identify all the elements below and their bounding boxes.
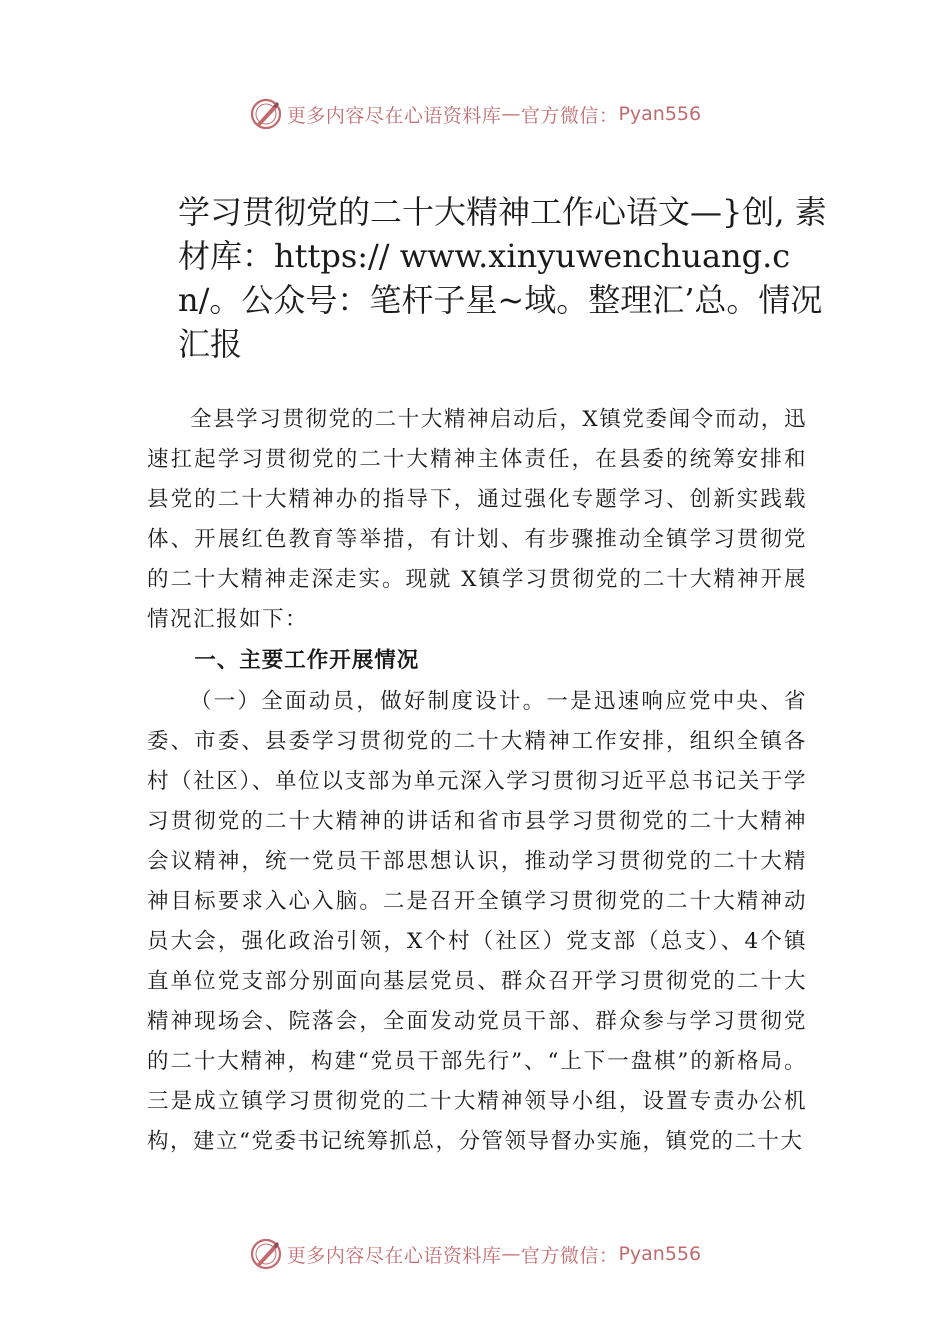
document-title: 学习贯彻党的二十大精神工作心语文—}创, 素材库：https:// www.xinyuwenchuang.cn/。公众号：笔杆子星~域。整理汇’总。情况汇报 — [178, 193, 827, 363]
promo-text: 更多内容尽在心语资料库 — [286, 104, 502, 127]
wechat-label: 官方微信： — [520, 1244, 619, 1267]
intro-paragraph: 全县学习贯彻党的二十大精神启动后，X镇党委闻令而动，迅速扛起学习贯彻党的二十大精神主体责任，在县委的统筹安排和县党的二十大精神办的指导下，通过强化专题学习、创新实践载体、开展红色教育等举措，有计划、有步骤推动全镇学习贯彻党的二十大精神走深走实。现就 X镇学习贯彻党的二十大精神开展情况汇报如下： — [147, 407, 807, 632]
wechat-id: Pyan556 — [618, 103, 702, 125]
quill-seal-icon — [249, 97, 283, 131]
footer-banner — [0, 1232, 950, 1276]
quill-seal-icon — [249, 1237, 283, 1271]
promo-dash: — — [501, 1243, 521, 1265]
section-heading: 一、主要工作开展情况 — [194, 648, 420, 673]
wechat-label: 官方微信： — [520, 104, 619, 127]
wechat-id: Pyan556 — [618, 1243, 702, 1265]
promo-dash: — — [501, 103, 521, 125]
header-banner — [0, 92, 950, 136]
promo-text: 更多内容尽在心语资料库 — [286, 1244, 502, 1267]
document-body — [147, 400, 807, 1162]
section-paragraph: （一）全面动员，做好制度设计。一是迅速响应党中央、省委、市委、县委学习贯彻党的二十大精神工作安排，组织全镇各村（社区）、单位以支部为单元深入学习贯彻习近平总书记关于学习贯彻党的二十大精神的讲话和省市县学习贯彻党的二十大精神会议精神，统一党员干部思想认识，推动学习贯彻党的二十大精神目标要求入心入脑。二是召开全镇学习贯彻党的二十大精神动员大会，强化政治引领，X个村（社区）党支部（总支）、4个镇直单位党支部分别面向基层党员、群众召开学习贯彻党的二十大精神现场会、院落会，全面发动党员干部、群众参与学习贯彻党的二十大精神，构建“党员干部先行”、“上下一盘棋”的新格局。三是成立镇学习贯彻党的二十大精神领导小组，设置专责办公机构，建立“党委书记统筹抓总，分管领导督办实施，镇党的二十大 — [147, 689, 807, 1154]
